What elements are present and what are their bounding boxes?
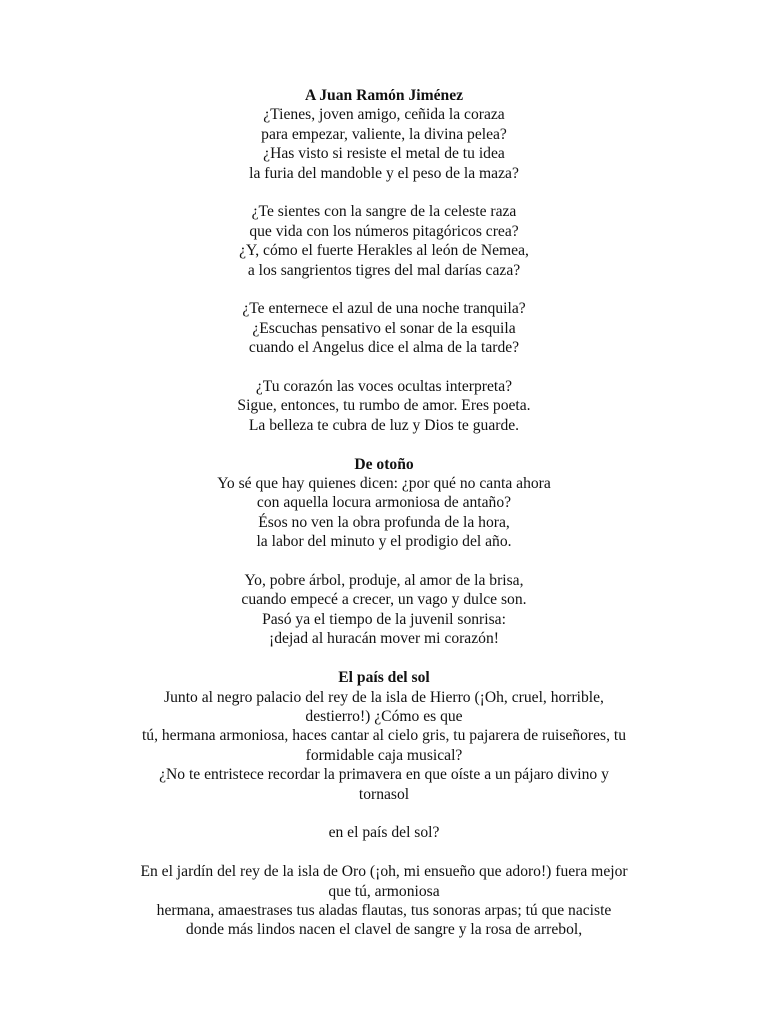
verse-line: a los sangrientos tigres del mal darías caza?: [247, 261, 521, 279]
verse-line: cuando empecé a crecer, un vago y dulce son.: [241, 591, 527, 609]
verse-line: ¿Te sientes con la sangre de la celeste raza: [251, 203, 517, 221]
prose-line: donde más lindos nacen el clavel de sangre y la rosa de arrebol,: [185, 921, 583, 939]
verse-line: ¿Tienes, joven amigo, ceñida la coraza: [263, 106, 505, 124]
stanza-gap: [0, 804, 768, 823]
prose-line: hermana, amaestrases tus aladas flautas, tus sonoras arpas; tú que naciste: [156, 901, 612, 919]
verse-line: ¿Y, cómo el fuerte Herakles al león de Nemea,: [239, 242, 529, 260]
prose-line: tornasol: [358, 785, 410, 803]
verse-line: ¿Escuchas pensativo el sonar de la esquila: [252, 319, 516, 337]
prose-line: destierro!) ¿Cómo es que: [305, 707, 463, 725]
poem-title: A Juan Ramón Jiménez: [304, 87, 464, 104]
document-page: [0, 86, 768, 940]
poem-title: El país del sol: [338, 669, 430, 687]
verse-line: Yo, pobre árbol, produje, al amor de la brisa,: [244, 572, 524, 590]
prose-line: que tú, armoniosa: [328, 882, 440, 900]
prose-line: ¿No te entristece recordar la primavera en que oíste a un pájaro divino y: [159, 766, 609, 784]
stanza-gap: [0, 183, 768, 202]
verse-line: para empezar, valiente, la divina pelea?: [261, 125, 507, 143]
stanza-gap: [0, 358, 768, 377]
stanza-gap: [0, 843, 768, 862]
stanza-gap: [0, 552, 768, 571]
stanza-gap: [0, 280, 768, 299]
verse-line: Pasó ya el tiempo de la juvenil sonrisa:: [262, 610, 506, 628]
prose-line: Junto al negro palacio del rey de la isla de Hierro (¡Oh, cruel, horrible,: [164, 688, 604, 706]
poem-title: De otoño: [354, 455, 414, 473]
verse-line: cuando el Angelus dice el alma de la tarde?: [248, 339, 520, 357]
verse-line: con aquella locura armoniosa de antaño?: [256, 494, 512, 512]
stanza-gap: [0, 649, 768, 668]
verse-line: ¿Te enternece el azul de una noche tranquila?: [242, 300, 526, 318]
verse-line: la furia del mandoble y el peso de la maza?: [249, 164, 519, 182]
prose-line: tú, hermana armoniosa, haces cantar al cielo gris, tu pajarera de ruiseñores, tu: [141, 727, 627, 745]
verse-line: Sigue, entonces, tu rumbo de amor. Eres poeta.: [237, 397, 531, 415]
verse-line: La belleza te cubra de luz y Dios te guarde.: [248, 416, 520, 434]
verse-line: ¡dejad al huracán mover mi corazón!: [269, 630, 499, 648]
verse-line: ¿Tu corazón las voces ocultas interpreta?: [255, 378, 513, 396]
verse-line: Yo sé que hay quienes dicen: ¿por qué no canta ahora: [217, 475, 551, 493]
verse-line: Ésos no ven la obra profunda de la hora,: [258, 513, 510, 531]
prose-line: En el jardín del rey de la isla de Oro (¡oh, mi ensueño que adoro!) fuera mejor: [140, 863, 628, 881]
verse-line: ¿Has visto si resiste el metal de tu idea: [263, 145, 505, 163]
stanza-gap: [0, 435, 768, 454]
prose-line: formidable caja musical?: [305, 746, 463, 764]
verse-line: la labor del minuto y el prodigio del año.: [256, 533, 512, 551]
refrain-line: en el país del sol?: [328, 824, 440, 842]
verse-line: que vida con los números pitagóricos crea?: [249, 222, 519, 240]
